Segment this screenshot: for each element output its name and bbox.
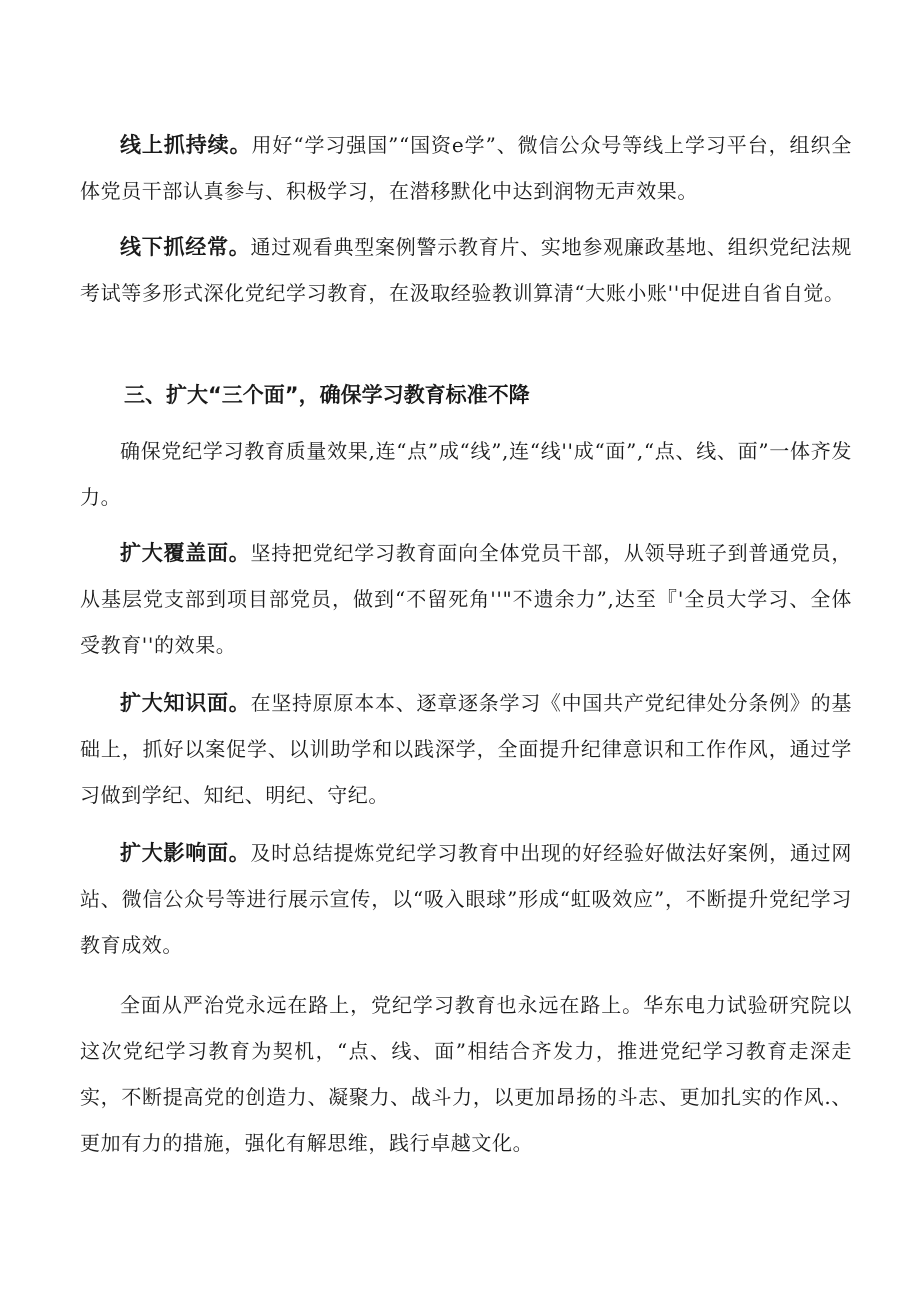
paragraph-offline: [80, 224, 852, 316]
paragraph-online: [80, 122, 852, 214]
paragraph-intro: [80, 428, 852, 520]
lead-coverage: 扩大覆盖面。: [120, 541, 251, 565]
text-knowledge: 在坚持原原本本、逐章逐条学习《中国共产党纪律处分条例》的基础上，抓好以案促学、以训助学和以践深学，全面提升纪律意识和工作作风，通过学习做到学纪、知纪、明纪、守纪。: [80, 691, 852, 807]
paragraph-knowledge: [80, 680, 852, 818]
paragraph-influence: [80, 830, 852, 968]
lead-offline: 线下抓经常。: [120, 235, 251, 259]
text-conclusion: 全面从严治党永远在路上，党纪学习教育也永远在路上。华东电力试验研究院以这次党纪学习教育为契机，“点、线、面”相结合齐发力，推进党纪学习教育走深走实，不断提高党的创造力、凝聚力、战斗力，以更加昂扬的斗志、更加扎实的作风.、更加有力的措施，强化有解思维，践行卓越文化。: [80, 993, 852, 1155]
paragraph-conclusion: [80, 982, 852, 1166]
paragraph-coverage: [80, 530, 852, 668]
lead-influence: 扩大影响面。: [120, 841, 251, 865]
text-online: 用好“学习强国”“国资e学”、微信公众号等线上学习平台，组织全体党员干部认真参与、积极学习，在潜移默化中达到润物无声效果。: [80, 133, 852, 203]
lead-knowledge: 扩大知识面。: [120, 691, 251, 715]
text-influence: 及时总结提炼党纪学习教育中出现的好经验好做法好案例，通过网站、微信公众号等进行展示宣传，以“吸入眼球”形成“虹吸效应”，不断提升党纪学习教育成效。: [80, 841, 852, 957]
text-intro: 确保党纪学习教育质量效果,连“点”成“线”,连“线''成“面”,“点、线、面”一体齐发力。: [80, 439, 852, 509]
text-offline: 通过观看典型案例警示教育片、实地参观廉政基地、组织党纪法规考试等多形式深化党纪学习教育，在汲取经验教训算清“大账小账''中促进自省自觉。: [80, 235, 852, 305]
text-coverage: 坚持把党纪学习教育面向全体党员干部，从领导班子到普通党员，从基层党支部到项目部党员，做到“不留死角''"不遗余力”,达至『'全员大学习、全体受教育''的效果。: [80, 541, 852, 657]
lead-online: 线上抓持续。: [120, 133, 252, 157]
section-heading: 三、扩大“三个面”，确保学习教育标准不降: [124, 383, 530, 407]
